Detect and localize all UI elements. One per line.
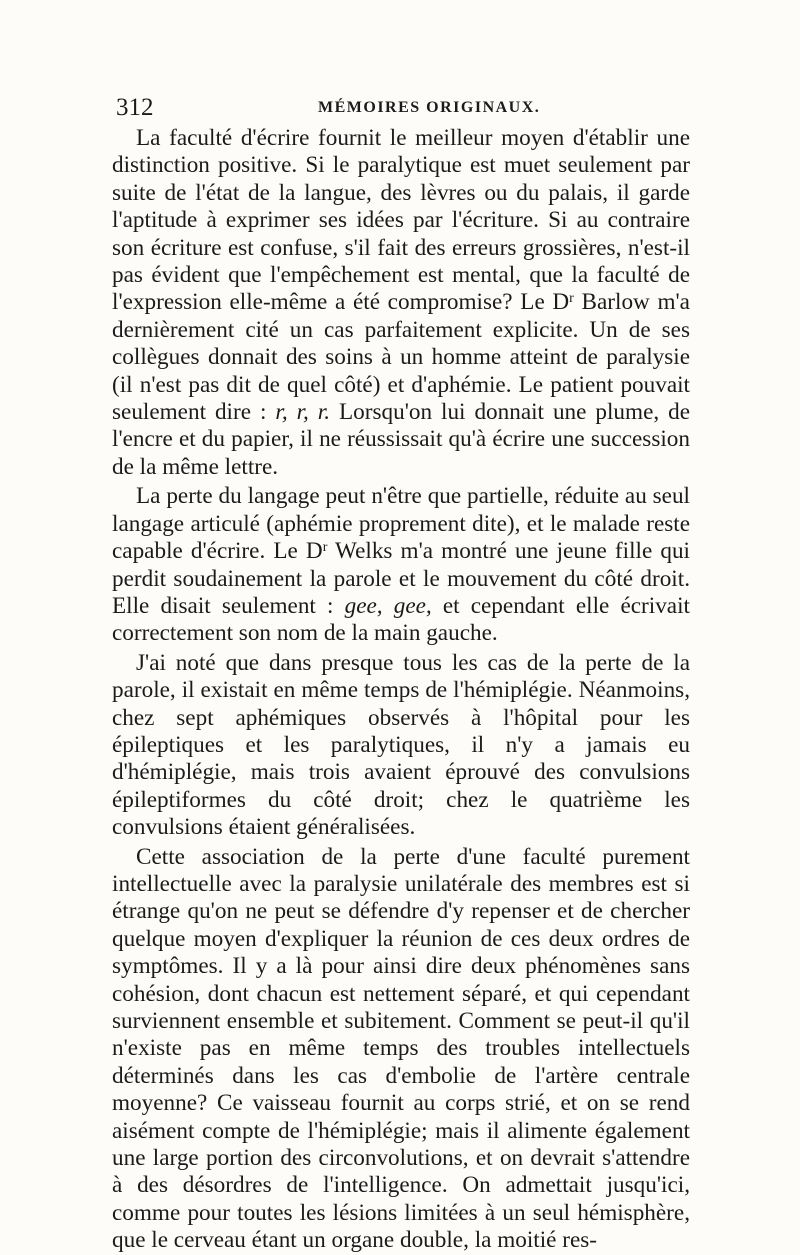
paragraph-2-text-c: et cependant elle écrivait correctement son nom de la main gauche. — [112, 592, 690, 647]
paragraph-2 — [112, 483, 690, 647]
superscript: r — [322, 540, 328, 556]
paragraph-4: Cette association de la perte d'une faculté purement intellectuelle avec la paralysie unilatérale des membres est si étrange qu'on ne peut se défendre d'y repenser et de chercher quelque moyen d'expliquer la réunion de ces deux ordres de symptômes. Il y a là pour ainsi dire deux phénomènes sans cohésion, dont chacun est nettement séparé, et qui cependant surviennent ensemble et subitement. Comment se peut-il qu'il n'existe pas en même temps des troubles intellectuels déterminés dans les cas d'embolie de l'artère centrale moyenne? Ce vaisseau fournit au corps strié, et on se rend aisément compte de l'hémiplégie; mais il alimente également une large portion des circonvolutions, et on devrait s'attendre à des désordres de l'intelligence. On admettait jusqu'ici, comme pour toutes les lésions limitées à un seul hémisphère, que le cerveau étant un organe double, la moitié res- — [112, 843, 690, 1254]
page-number: 312 — [116, 94, 154, 121]
paragraph-1 — [112, 125, 690, 481]
page-header — [110, 93, 690, 123]
paragraph-1-text-b: Barlow m'a dernièrement cité un cas parfaitement explicite. Un de ses collègues donnait des soins à un homme atteint de paralysie (il n'est pas dit de quel côté) et d'aphémie. Le patient pouvait seulement dire : — [112, 289, 690, 426]
quoted-utterance: r, r, r. — [275, 399, 331, 426]
paragraph-3: J'ai noté que dans presque tous les cas de la perte de la parole, il existait en même temps de l'hémiplégie. Néanmoins, chez sept aphémiques observés à l'hôpital pour les épileptiques et les paralytiques, il n'y a jamais eu d'hémiplégie, mais trois avaient éprouvé des convulsions épileptiformes du côté droit; chez le quatrième les convulsions étaient généralisées. — [112, 649, 690, 841]
paragraph-2-text-b: Welks m'a montré une jeune fille qui perdit soudainement la parole et le mouvement du côté droit. Elle disait seulement : — [112, 538, 690, 619]
paragraph-1-text: La faculté d'écrire fournit le meilleur moyen d'établir une distinction positive. Si le paralytique est muet seulement par suite de l'état de la langue, des lèvres ou du palais, il garde l'aptitude à exprimer ses idées par l'écriture. Si au contraire son écriture est confuse, s'il fait des erreurs grossières, n'est-il pas évident que l'empêchement est mental, que la faculté de l'expression elle-même a été compromise? Le D — [112, 125, 690, 316]
running-head: MÉMOIRES ORIGINAUX. — [318, 99, 541, 116]
body-text — [112, 125, 690, 1255]
quoted-utterance: gee, gee, — [344, 592, 432, 619]
paragraph-1-text-c: Lorsqu'on lui donnait une plume, de l'encre et du papier, il ne réussissait qu'à écrire une succession de la même lettre. — [112, 399, 690, 480]
superscript: r — [569, 291, 574, 307]
paragraph-2-text: La perte du langage peut n'être que partielle, réduite au seul langage articulé (aphémie proprement dite), et le malade reste capable d'écrire. Le D — [112, 483, 690, 565]
